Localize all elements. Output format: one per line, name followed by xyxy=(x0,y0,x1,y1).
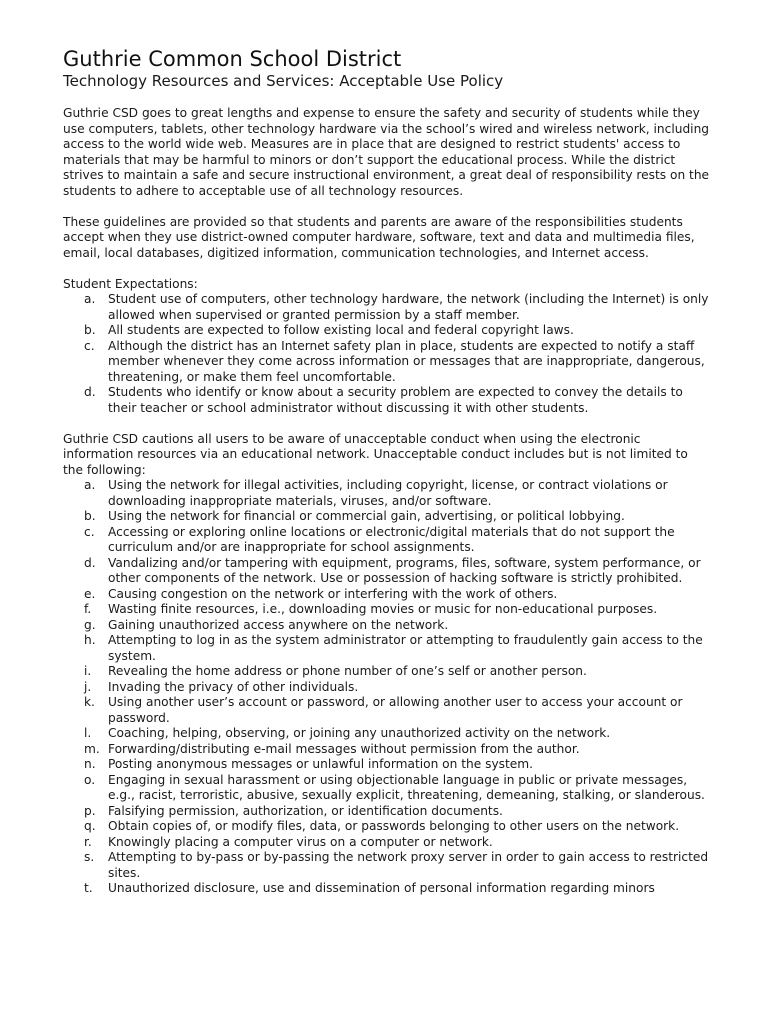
list-marker: r. xyxy=(84,834,92,849)
list-item-text: Attempting to by-pass or by-passing the network proxy server in order to gain access to restricted sites. xyxy=(108,850,709,880)
list-marker: k. xyxy=(84,695,95,709)
list-item xyxy=(63,835,711,851)
list-item xyxy=(63,618,711,634)
list-item-text: Invading the privacy of other individuals. xyxy=(108,679,359,694)
list-item-text: Engaging in sexual harassment or using objectionable language in public or private messages, e.g., racist, terroristic, abusive, sexually explicit, threatening, demeaning, stalking, or slanderous. xyxy=(108,772,705,802)
list-item xyxy=(63,664,711,680)
list-item xyxy=(63,292,711,323)
list-item xyxy=(63,726,711,742)
list-item-text: Revealing the home address or phone number of one’s self or another person. xyxy=(108,664,587,678)
list-item-text: Attempting to log in as the system administrator or attempting to fraudulently gain access to the system. xyxy=(108,633,703,663)
document-body xyxy=(63,106,711,897)
list-item-text: Using the network for financial or commercial gain, advertising, or political lobbying. xyxy=(108,509,625,523)
list-marker: c. xyxy=(84,524,95,539)
list-item-text: Accessing or exploring online locations or electronic/digital materials that do not support the curriculum and/or are inappropriate for school assignments. xyxy=(108,524,675,554)
spacer xyxy=(63,416,711,432)
list-marker: o. xyxy=(84,772,96,787)
list-item xyxy=(63,695,711,726)
intro-paragraph: Guthrie CSD goes to great lengths and expense to ensure the safety and security of students while they use computers, tablets, other technology hardware via the school’s wired and wireless network, including access to the world wide web. Measures are in place that are designed to restrict students' access to materials that may be harmful to minors or don’t support the educational process. While the district strives to maintain a safe and secure instructional environment, a great deal of responsibility rests on the students to adhere to acceptable use of all technology resources. xyxy=(63,106,710,198)
list-marker: e. xyxy=(84,586,96,601)
list-item-text: Coaching, helping, observing, or joining any unauthorized activity on the network. xyxy=(108,726,611,740)
document-title: Guthrie Common School District xyxy=(63,47,402,71)
list-marker: l. xyxy=(84,726,92,740)
list-marker: q. xyxy=(84,819,96,833)
list-marker: n. xyxy=(84,757,96,771)
list-marker: g. xyxy=(84,617,96,632)
list-marker: m. xyxy=(84,741,100,756)
list-item-text: Although the district has an Internet safety plan in place, students are expected to notify a staff member whenever they come across information or messages that are inappropriate, dangerous, threatening, or make them feel uncomfortable. xyxy=(108,338,705,384)
list-item-text: Using the network for illegal activities, including copyright, license, or contract violations or downloading inappropriate materials, viruses, and/or software. xyxy=(108,478,668,508)
list-item-text: Falsifying permission, authorization, or identification documents. xyxy=(108,803,503,818)
list-item xyxy=(63,509,711,525)
list-item xyxy=(63,525,711,556)
expectations-list xyxy=(63,292,711,416)
list-item xyxy=(63,881,711,897)
list-item-text: Gaining unauthorized access anywhere on the network. xyxy=(108,617,449,632)
list-item-text: Unauthorized disclosure, use and dissemination of personal information regarding minors xyxy=(108,881,655,895)
list-item-text: Vandalizing and/or tampering with equipment, programs, files, software, system performance, or other components of the network. Use or possession of hacking software is strictly prohibited. xyxy=(108,555,701,585)
spacer xyxy=(63,199,711,215)
document-subtitle: Technology Resources and Services: Acceptable Use Policy xyxy=(63,72,504,90)
unacceptable-conduct-list xyxy=(63,478,711,897)
list-item xyxy=(63,757,711,773)
list-marker: h. xyxy=(84,633,96,647)
list-marker: i. xyxy=(84,664,92,678)
list-item-text: Using another user’s account or password, or allowing another user to access your account or password. xyxy=(108,695,683,725)
list-item-text: Forwarding/distributing e-mail messages without permission from the author. xyxy=(108,741,580,756)
list-marker: p. xyxy=(84,803,96,818)
list-item xyxy=(63,773,711,804)
list-item-text: Causing congestion on the network or interfering with the work of others. xyxy=(108,586,558,601)
list-item-text: All students are expected to follow existing local and federal copyright laws. xyxy=(108,323,574,337)
list-item-text: Knowingly placing a computer virus on a computer or network. xyxy=(108,834,493,849)
expectations-heading: Student Expectations: xyxy=(63,276,198,291)
list-item-text: Obtain copies of, or modify files, data, or passwords belonging to other users on the network. xyxy=(108,819,680,833)
list-marker: b. xyxy=(84,323,96,337)
list-marker: c. xyxy=(84,338,95,353)
list-marker: d. xyxy=(84,555,96,570)
list-marker: a. xyxy=(84,478,96,492)
list-marker: t. xyxy=(84,881,93,895)
list-item xyxy=(63,478,711,509)
list-item xyxy=(63,587,711,603)
list-item xyxy=(63,819,711,835)
list-item xyxy=(63,602,711,618)
list-item xyxy=(63,850,711,881)
list-item xyxy=(63,742,711,758)
list-marker: j. xyxy=(84,679,92,694)
list-marker: d. xyxy=(84,385,96,399)
list-marker: b. xyxy=(84,509,96,523)
list-marker: f. xyxy=(84,602,92,616)
spacer xyxy=(63,261,711,277)
list-item xyxy=(63,556,711,587)
list-item xyxy=(63,385,711,416)
list-item xyxy=(63,804,711,820)
guidelines-paragraph: These guidelines are provided so that students and parents are aware of the responsibilities students accept when they use district-owned computer hardware, software, text and data and multimedia files, email, local databases, digitized information, communication technologies, and Internet access. xyxy=(63,214,695,260)
list-item xyxy=(63,633,711,664)
cautions-intro: Guthrie CSD cautions all users to be aware of unacceptable conduct when using the electronic information resources via an educational network. Unacceptable conduct includes but is not limited to the following: xyxy=(63,431,688,477)
list-item-text: Wasting finite resources, i.e., downloading movies or music for non-educational purposes. xyxy=(108,602,658,616)
list-item-text: Students who identify or know about a security problem are expected to convey the details to their teacher or school administrator without discussing it with other students. xyxy=(108,385,683,415)
list-marker: a. xyxy=(84,292,96,306)
list-item xyxy=(63,339,711,386)
list-item-text: Posting anonymous messages or unlawful information on the system. xyxy=(108,757,534,771)
list-item-text: Student use of computers, other technology hardware, the network (including the Internet) is only allowed when supervised or granted permission by a staff member. xyxy=(108,292,709,322)
list-item xyxy=(63,680,711,696)
list-item xyxy=(63,323,711,339)
list-marker: s. xyxy=(84,850,95,864)
